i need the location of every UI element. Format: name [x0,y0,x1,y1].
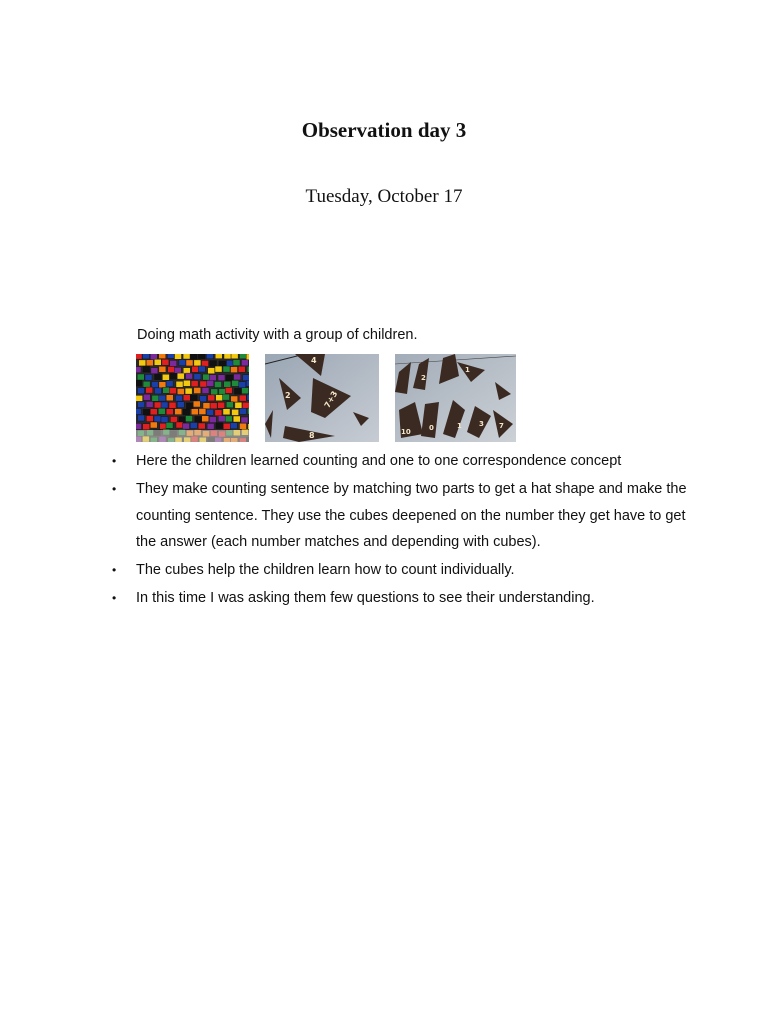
hat-shapes-photo-2 [395,354,516,442]
hat-label: 1 [465,366,470,374]
bullet-icon: • [112,482,117,496]
hat-label: 0 [429,424,434,432]
bullet-icon: • [112,591,117,605]
hat-label: 3 [479,420,484,428]
hat-label: 1 [457,422,462,430]
bullet-text: Here the children learned counting and one to one correspondence concept [136,453,622,469]
hat-label: 8 [309,431,315,440]
bullet-icon: • [112,563,117,577]
hat-shapes-photo-1 [265,354,379,442]
list-item [110,585,690,612]
hat-label: 10 [401,428,411,436]
intro-text: Doing math activity with a group of children. [137,327,418,343]
hat-label: 7+3 [322,389,340,410]
bullet-text: The cubes help the children learn how to count individually. [136,562,515,578]
bullet-text: They make counting sentence by matching two parts to get a hat shape and make the counting sentence. They use the cubes deepened on the number they get have to get the answer (each number matches and depending with cubes). [136,481,687,550]
hat-label: 7 [499,422,504,430]
hat-label: 2 [285,391,291,400]
page-title: Observation day 3 [301,118,467,142]
cubes-photo [136,354,249,442]
list-item [110,448,690,475]
bullet-icon: • [112,454,117,468]
list-item [110,476,690,556]
observation-bullet-list [110,448,690,613]
list-item [110,557,690,584]
bullet-text: In this time I was asking them few questions to see their understanding. [136,590,595,606]
hat-label: 4 [311,356,317,365]
hat-label: 2 [421,374,426,382]
page-date: Tuesday, October 17 [305,186,463,207]
